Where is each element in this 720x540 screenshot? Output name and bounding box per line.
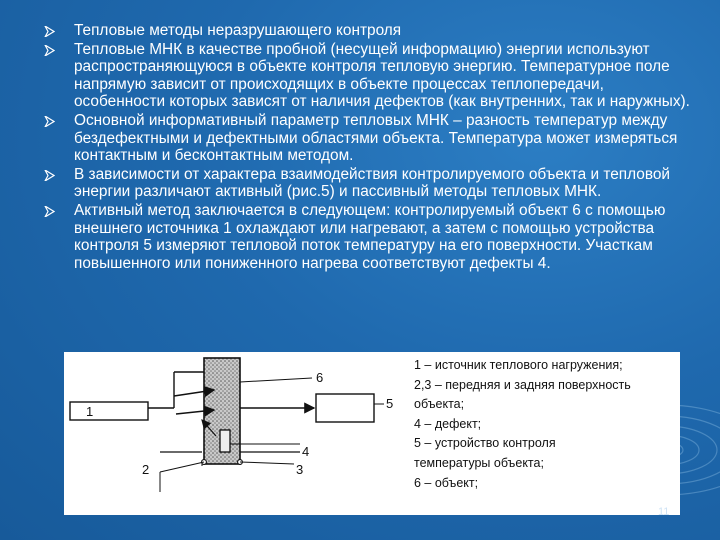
arrow-bullet-icon	[44, 26, 55, 37]
bullet-item	[44, 112, 694, 165]
bullet-item	[44, 166, 694, 201]
arrow-bullet-icon	[44, 170, 55, 181]
bullet-text: Тепловые МНК в качестве пробной (несущей информацию) энергии используют распространяющуюся в объекте контроля тепловую энергию. Температурное поле напрямую зависит от происходящих в объекте процессах теплопередачи, особенности которых зависят от наличия дефектов (как внутренних, так и наружных).	[74, 40, 690, 111]
control-device-box	[316, 394, 374, 422]
legend-line: 6 – объект;	[414, 475, 479, 490]
defect	[220, 430, 230, 452]
bullet-item	[44, 202, 694, 272]
bullet-item	[44, 22, 694, 40]
legend-line: 5 – устройство контроля	[414, 436, 556, 451]
bullet-item	[44, 41, 694, 111]
arrow-bullet-icon	[44, 206, 55, 217]
arrow-bullet-icon	[44, 45, 55, 56]
bullet-text: Активный метод заключается в следующем: контролируемый объект 6 с помощью внешнего источника 1 охлаждают или нагревают, а затем с помощью устройства контроля 5 измеряют тепловой поток температуру на его поверхности. Участкам повышенного или пониженного нагрева соответствуют дефекты 4.	[74, 201, 666, 272]
arrow-bullet-icon	[44, 116, 55, 127]
legend-line: температуры объекта;	[414, 455, 544, 470]
label-2: 2	[142, 462, 150, 477]
bullet-text: Основной информативный параметр тепловых МНК – разность температур между бездефектными и дефектными областями объекта. Температура может измеряться контактным и бесконтактным методом.	[74, 111, 678, 165]
bullet-list	[44, 22, 694, 273]
label-6: 6	[316, 370, 324, 385]
active-method-diagram	[64, 352, 414, 515]
heat-source-box	[70, 402, 148, 420]
label-1: 1	[86, 404, 94, 419]
legend-line: 1 – источник теплового нагружения;	[414, 358, 623, 372]
back-surface-pointer	[240, 462, 294, 464]
figure-legend	[414, 356, 678, 493]
legend-line: 4 – дефект;	[414, 416, 482, 431]
object-pointer	[240, 378, 312, 382]
bullet-text: В зависимости от характера взаимодействия контролируемого объекта и тепловой энергии различают активный (рис.5) и пассивный методы тепловых МНК.	[74, 165, 671, 201]
front-surface-pointer	[160, 462, 204, 472]
legend-line: объекта;	[414, 397, 465, 412]
label-4: 4	[302, 444, 310, 459]
page-number: 11	[658, 506, 670, 518]
legend-line: 2,3 – передняя и задняя поверхность	[414, 377, 631, 392]
label-5: 5	[386, 396, 394, 411]
label-3: 3	[296, 462, 304, 477]
figure-panel	[64, 352, 680, 515]
bullet-text: Тепловые методы неразрушающего контроля	[74, 22, 402, 39]
